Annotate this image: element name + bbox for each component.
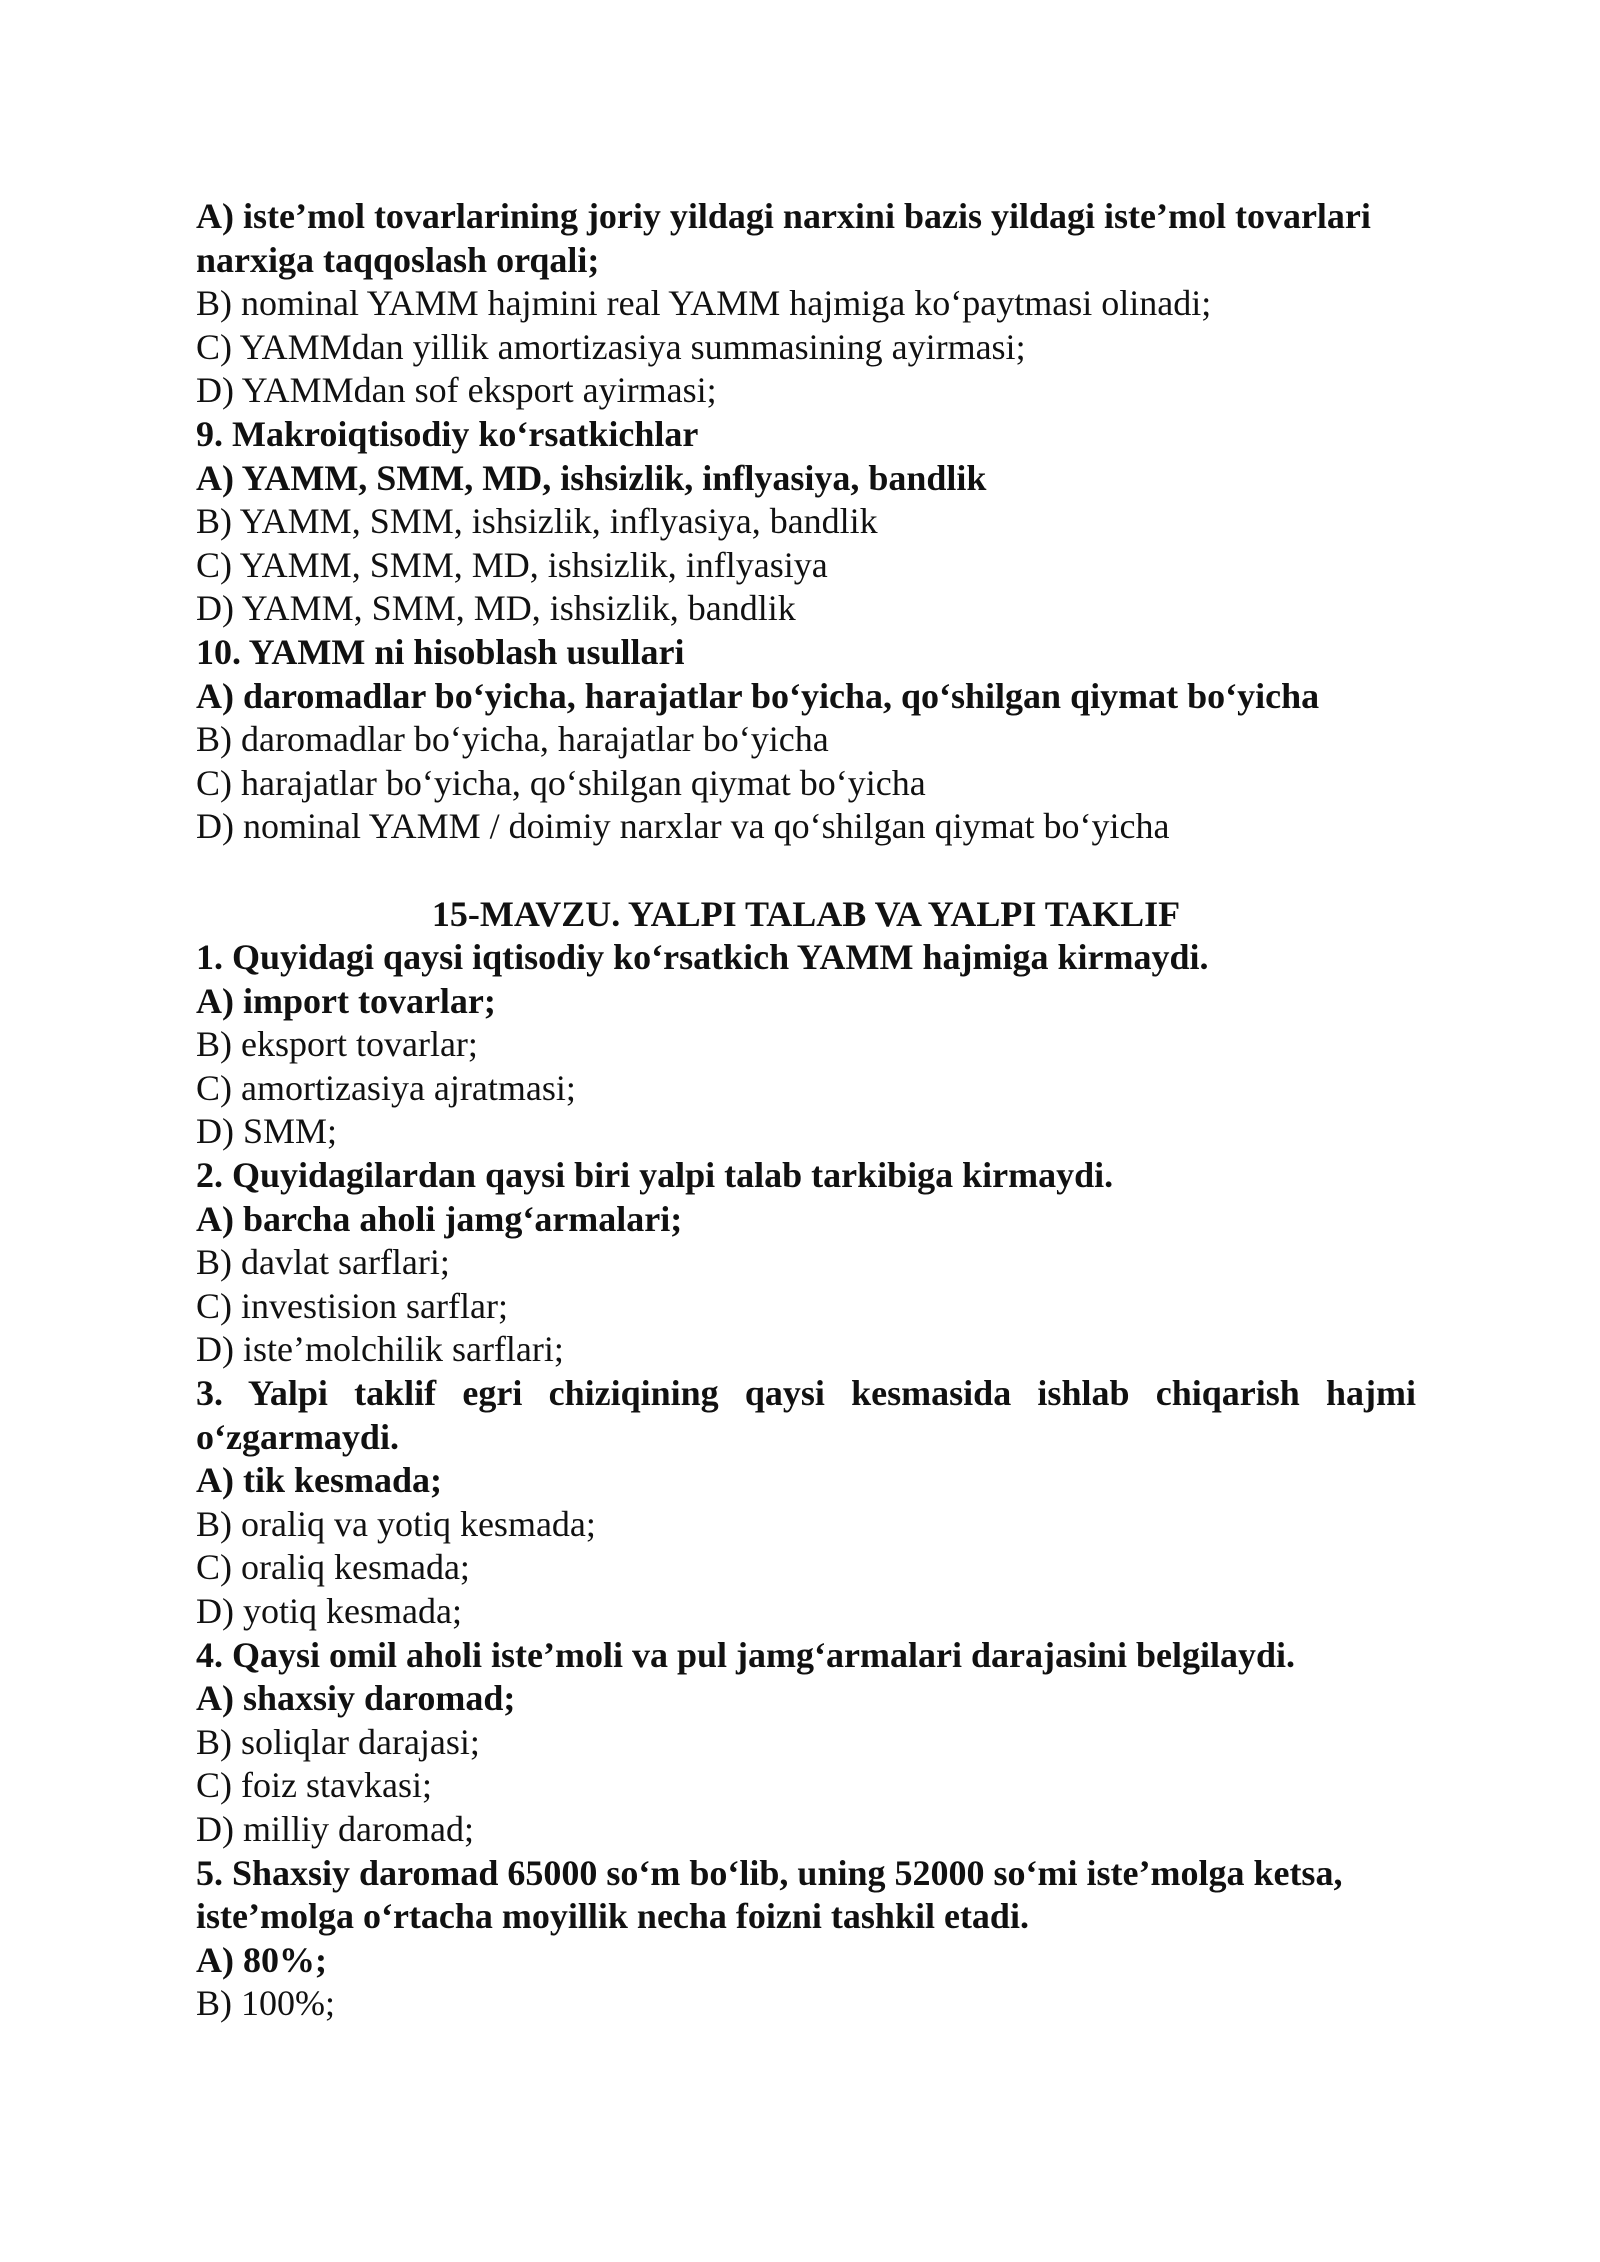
q10-answer-c: C) harajatlar bo‘yicha, qo‘shilgan qiymat bo‘yicha [196, 762, 926, 803]
q3-question-line1: 3. Yalpi taklif egri chiziqining qaysi kesmasida ishlab chiqarish hajmi [196, 1373, 1416, 1414]
q1-answer-d: D) SMM; [196, 1111, 338, 1152]
q3-answer-c: C) oraliq kesmada; [196, 1547, 470, 1588]
q10-answer-a: A) daromadlar bo‘yicha, harajatlar bo‘yicha, qo‘shilgan qiymat bo‘yicha [196, 675, 1320, 716]
q1-question: 1. Quyidagi qaysi iqtisodiy ko‘rsatkich YAMM hajmiga kirmaydi. [196, 937, 1209, 978]
q3-answer-a: A) tik kesmada; [196, 1460, 443, 1501]
q3-answer-b: B) oraliq va yotiq kesmada; [196, 1503, 596, 1544]
q4-answer-a: A) shaxsiy daromad; [196, 1678, 516, 1719]
section-title: 15-MAVZU. YALPI TALAB VA YALPI TAKLIF [431, 893, 1181, 934]
q8-answer-a-line2: narxiga taqqoslash orqali; [196, 239, 600, 280]
q4-answer-d: D) milliy daromad; [196, 1808, 474, 1849]
q4-answer-b: B) soliqlar darajasi; [196, 1721, 480, 1762]
q9-answer-c: C) YAMM, SMM, MD, ishsizlik, inflyasiya [196, 544, 828, 585]
q3-question-line2: o‘zgarmaydi. [196, 1416, 399, 1457]
q10-answer-d: D) nominal YAMM / doimiy narxlar va qo‘shilgan qiymat bo‘yicha [196, 806, 1170, 847]
q9-answer-a: A) YAMM, SMM, MD, ishsizlik, inflyasiya, bandlik [196, 457, 987, 498]
q2-answer-a: A) barcha aholi jamg‘armalari; [196, 1198, 683, 1239]
q2-answer-c: C) investision sarflar; [196, 1285, 508, 1326]
q4-answer-c: C) foiz stavkasi; [196, 1765, 432, 1806]
q8-answer-c: C) YAMMdan yillik amortizasiya summasining ayirmasi; [196, 326, 1026, 367]
q8-answer-d: D) YAMMdan sof eksport ayirmasi; [196, 370, 717, 411]
q1-answer-c: C) amortizasiya ajratmasi; [196, 1067, 576, 1108]
q9-answer-b: B) YAMM, SMM, ishsizlik, inflyasiya, bandlik [196, 501, 878, 542]
section-spacer [196, 849, 1416, 893]
q2-answer-b: B) davlat sarflari; [196, 1242, 450, 1283]
q4-question: 4. Qaysi omil aholi iste’moli va pul jamg‘armalari darajasini belgilaydi. [196, 1634, 1296, 1675]
q8-answer-a-line1: A) iste’mol tovarlarining joriy yildagi narxini bazis yildagi iste’mol tovarlari [196, 196, 1371, 236]
q5-question-line2: iste’molga o‘rtacha moyillik necha foizni tashkil etadi. [196, 1896, 1029, 1937]
q5-answer-b: B) 100%; [196, 1983, 335, 2024]
q10-question: 10. YAMM ni hisoblash usullari [196, 631, 685, 672]
q2-answer-d: D) iste’molchilik sarflari; [196, 1329, 564, 1370]
q10-answer-b: B) daromadlar bo‘yicha, harajatlar bo‘yicha [196, 719, 829, 760]
q8-answer-b: B) nominal YAMM hajmini real YAMM hajmiga ko‘paytmasi olinadi; [196, 283, 1212, 324]
q1-answer-b: B) eksport tovarlar; [196, 1024, 478, 1065]
q2-question: 2. Quyidagilardan qaysi biri yalpi talab tarkibiga kirmaydi. [196, 1155, 1114, 1196]
q1-answer-a: A) import tovarlar; [196, 980, 496, 1021]
document-page [196, 195, 1416, 2026]
q5-question-line1: 5. Shaxsiy daromad 65000 so‘m bo‘lib, uning 52000 so‘mi iste’molga ketsa, [196, 1852, 1343, 1893]
q9-answer-d: D) YAMM, SMM, MD, ishsizlik, bandlik [196, 588, 796, 629]
q3-answer-d: D) yotiq kesmada; [196, 1591, 462, 1631]
q5-answer-a: A) 80%; [196, 1939, 327, 1980]
q9-question: 9. Makroiqtisodiy ko‘rsatkichlar [196, 413, 699, 454]
